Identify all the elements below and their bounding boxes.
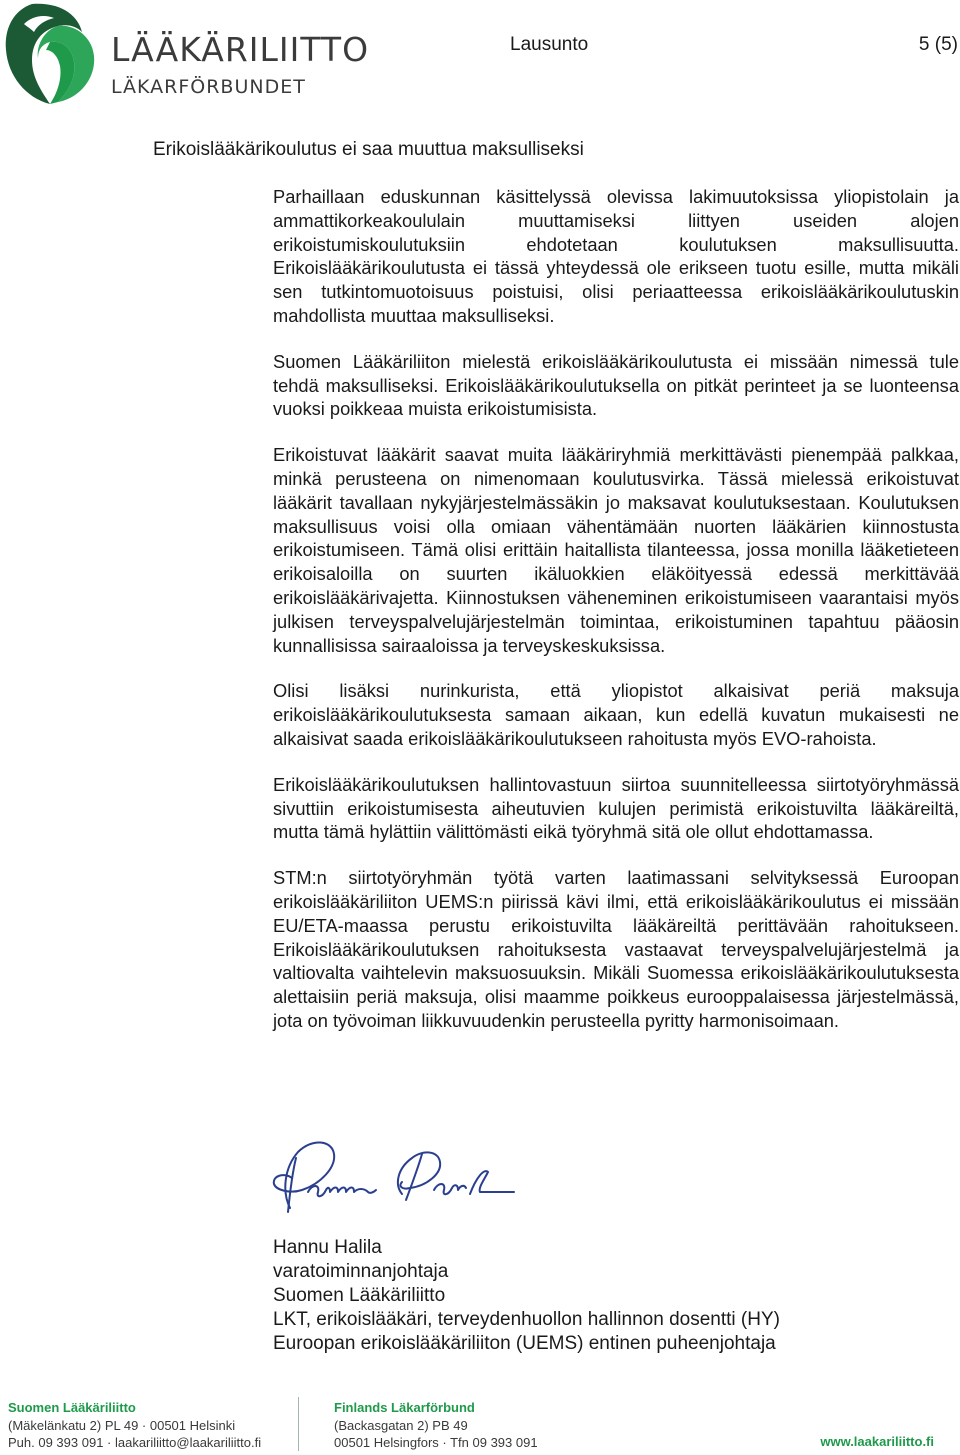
footer-swedish-contact [334, 1399, 538, 1452]
paragraph: Erikoislääkärikoulutuksen hallintovastuun siirtoa suunnitelleessa siirtotyöryhmässä sivuttiin erikoistumisesta aiheutuvien kulujen perimistä erikoistuvilta lääkäreiltä, mutta tämä hylättiin välittömästi eikä työryhmä sitä ole ollut ehdottamassa. [273, 773, 959, 843]
footer-divider [298, 1397, 299, 1451]
paragraph: Olisi lisäksi nurinkurista, että yliopistot alkaisivat periä maksuja erikoislääkärikoulutuksesta samaan aikaan, kun edellä kuvatun mukaisesti ne alkaisivat saada erikoislääkärikoulutukseen rahoitusta myös EVO-rahoista. [273, 680, 959, 749]
footer-website-link[interactable]: www.laakariliitto.fi [820, 1434, 934, 1449]
footer-contact-fi: Puh. 09 393 091 · laakariliitto@laakariliitto.fi [8, 1435, 262, 1450]
paragraph: Suomen Lääkäriliiton mielestä erikoislääkärikoulutusta ei missään nimessä tule tehdä maksulliseksi. Erikoislääkärikoulutuksella on pitkät perinteet ja se luonteensa vuoksi poikkeaa muista erikoistumisista. [273, 350, 959, 420]
signer-organization: Suomen Lääkäriliitto [273, 1285, 446, 1306]
signer-block [273, 1236, 780, 1356]
snake-staff-logo-icon [2, 2, 98, 106]
footer-org-name-fi: Suomen Lääkäriliitto [8, 1400, 136, 1415]
document-type: Lausunto [510, 34, 589, 55]
handwritten-signature [262, 1128, 522, 1228]
organization-logo [0, 0, 380, 110]
footer-address-fi: (Mäkelänkatu 2) PL 49 · 00501 Helsinki [8, 1417, 236, 1433]
document-body [273, 185, 959, 1055]
paragraph: STM:n siirtotyöryhmän työtä varten laatimassani selvityksessä Euroopan erikoislääkäriliiton UEMS:n piirissä kävi ilmi, että erikoislääkärikoulutus ei missään EU/ETA-maassa perustu erikoistuvilta lääkäreiltä perittävään rahoitukseen. Erikoislääkärikoulutuksen rahoituksesta vastaavat terveyspalvelujärjestelmä ja valtiovalta vaihtelevin maksuosuuksin. Mikäli Suomessa erikoislääkärikoulutuksesta alettaisiin periä maksuja, olisi maamme poikkeus eurooppalaisessa järjestelmässä, jota on työvoiman liikkuvuudenkin perusteella pyritty harmonisoimaan. [273, 867, 959, 1031]
footer-address-sv: (Backasgatan 2) PB 49 [334, 1417, 468, 1433]
footer-org-name-sv: Finlands Läkarförbund [334, 1400, 475, 1415]
document-subject: Erikoislääkärikoulutus ei saa muuttua maksulliseksi [153, 139, 584, 160]
signer-name: Hannu Halila [273, 1237, 382, 1258]
page-footer [0, 1395, 960, 1455]
signer-credentials: LKT, erikoislääkäri, terveydenhuollon hallinnon dosentti (HY) [273, 1309, 780, 1330]
page-number: 5 (5) [918, 34, 958, 55]
signer-title: varatoiminnanjohtaja [273, 1261, 449, 1282]
footer-finnish-contact [8, 1399, 261, 1452]
signer-former-role: Euroopan erikoislääkäriliiton (UEMS) entinen puheenjohtaja [273, 1333, 776, 1354]
signature-icon [262, 1128, 522, 1228]
organization-name-finnish: LÄÄKÄRILIITTO [111, 30, 370, 69]
paragraph: Parhaillaan eduskunnan käsittelyssä olevissa lakimuutoksissa yliopistolain ja ammattikorkeakoululain muuttamiseksi liittyen useiden alojen erikoistumiskoulutuksiin ehdotetaan koulutuksen maksullisuutta. Erikoislääkärikoulutusta ei tässä yhteydessä ole erikseen tuotu esille, mutta mikäli sen tutkintomuotoisuus poistuisi, olisi periaatteessa erikoislääkärikoulutuskin mahdollista muuttaa maksulliseksi. [273, 186, 959, 326]
organization-name-swedish: LÄKARFÖRBUNDET [111, 76, 306, 98]
paragraph: Erikoistuvat lääkärit saavat muita lääkäriryhmiä merkittävästi pienempää palkkaa, minkä perusteena on nimenomaan koulutusvirka. Tässä mielessä erikoistuvat lääkärit tavallaan nykyjärjestelmässäkin jo maksavat koulutuksestaan. Koulutuksen maksullisuus voisi olla omiaan vähentämään nuorten lääkärien kiinnostusta erikoistumiseen. Tämä olisi erittäin haitallista tilanteessa, jossa monilla lääketieteen erikoisaloilla on suurten ikäluokkien eläköityessä edessä merkittävää erikoislääkärivajetta. Kiinnostuksen väheneminen erikoistumiseen vaarantaisi myös julkisen terveyspalvelujärjestelmän toimintaa, erikoistuminen tapahtuu pääosin kunnallisissa sairaaloissa ja terveyskeskuksissa. [273, 444, 959, 656]
footer-contact-sv: 00501 Helsingfors · Tfn 09 393 091 [334, 1435, 538, 1450]
